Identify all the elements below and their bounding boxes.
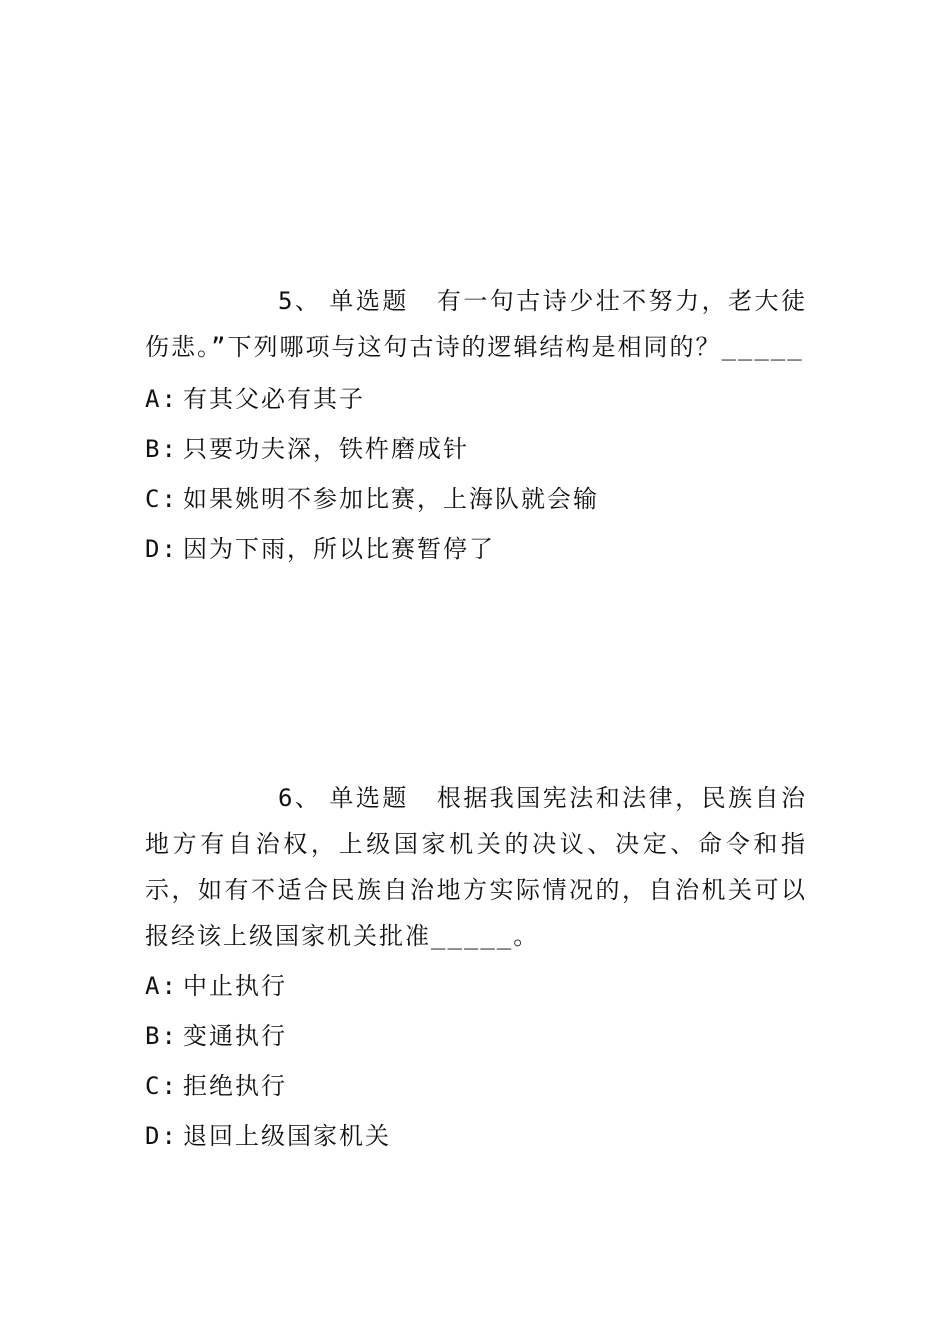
option-a[interactable] (145, 374, 807, 424)
question-number: 5、 (278, 287, 322, 315)
option-text: 有其父必有其子 (183, 385, 365, 413)
option-label: A: (145, 972, 178, 1000)
option-text: 如果姚明不参加比赛，上海队就会输 (183, 485, 599, 513)
question-5 (145, 278, 807, 574)
question-stem (145, 775, 807, 959)
option-list (145, 374, 807, 574)
option-label: C: (145, 1072, 178, 1100)
option-text: 中止执行 (183, 972, 287, 1000)
option-list (145, 961, 807, 1161)
question-text: 有一句古诗少壮不努力，老大徒伤悲。”下列哪项与这句古诗的逻辑结构是相同的？_____ (145, 287, 808, 361)
option-label: D: (145, 1122, 178, 1150)
question-6 (145, 775, 807, 1161)
option-text: 因为下雨，所以比赛暂停了 (183, 535, 495, 563)
option-c[interactable] (145, 474, 807, 524)
option-c[interactable] (145, 1061, 807, 1111)
option-text: 变通执行 (183, 1022, 287, 1050)
question-stem (145, 278, 807, 370)
option-label: B: (145, 435, 178, 463)
option-label: B: (145, 1022, 178, 1050)
option-label: A: (145, 385, 178, 413)
question-number: 6、 (278, 784, 322, 812)
option-label: C: (145, 485, 178, 513)
option-a[interactable] (145, 961, 807, 1011)
question-text: 根据我国宪法和法律，民族自治地方有自治权，上级国家机关的决议、决定、命令和指示，如有不适合民族自治地方实际情况的，自治机关可以报经该上级国家机关批准_____。 (145, 784, 808, 950)
option-text: 只要功夫深，铁杵磨成针 (183, 435, 469, 463)
question-type: 单选题 (329, 784, 409, 812)
option-d[interactable] (145, 1111, 807, 1161)
option-text: 退回上级国家机关 (183, 1122, 391, 1150)
option-b[interactable] (145, 424, 807, 474)
option-d[interactable] (145, 524, 807, 574)
option-text: 拒绝执行 (183, 1072, 287, 1100)
question-type: 单选题 (329, 287, 409, 315)
option-b[interactable] (145, 1011, 807, 1061)
option-label: D: (145, 535, 178, 563)
